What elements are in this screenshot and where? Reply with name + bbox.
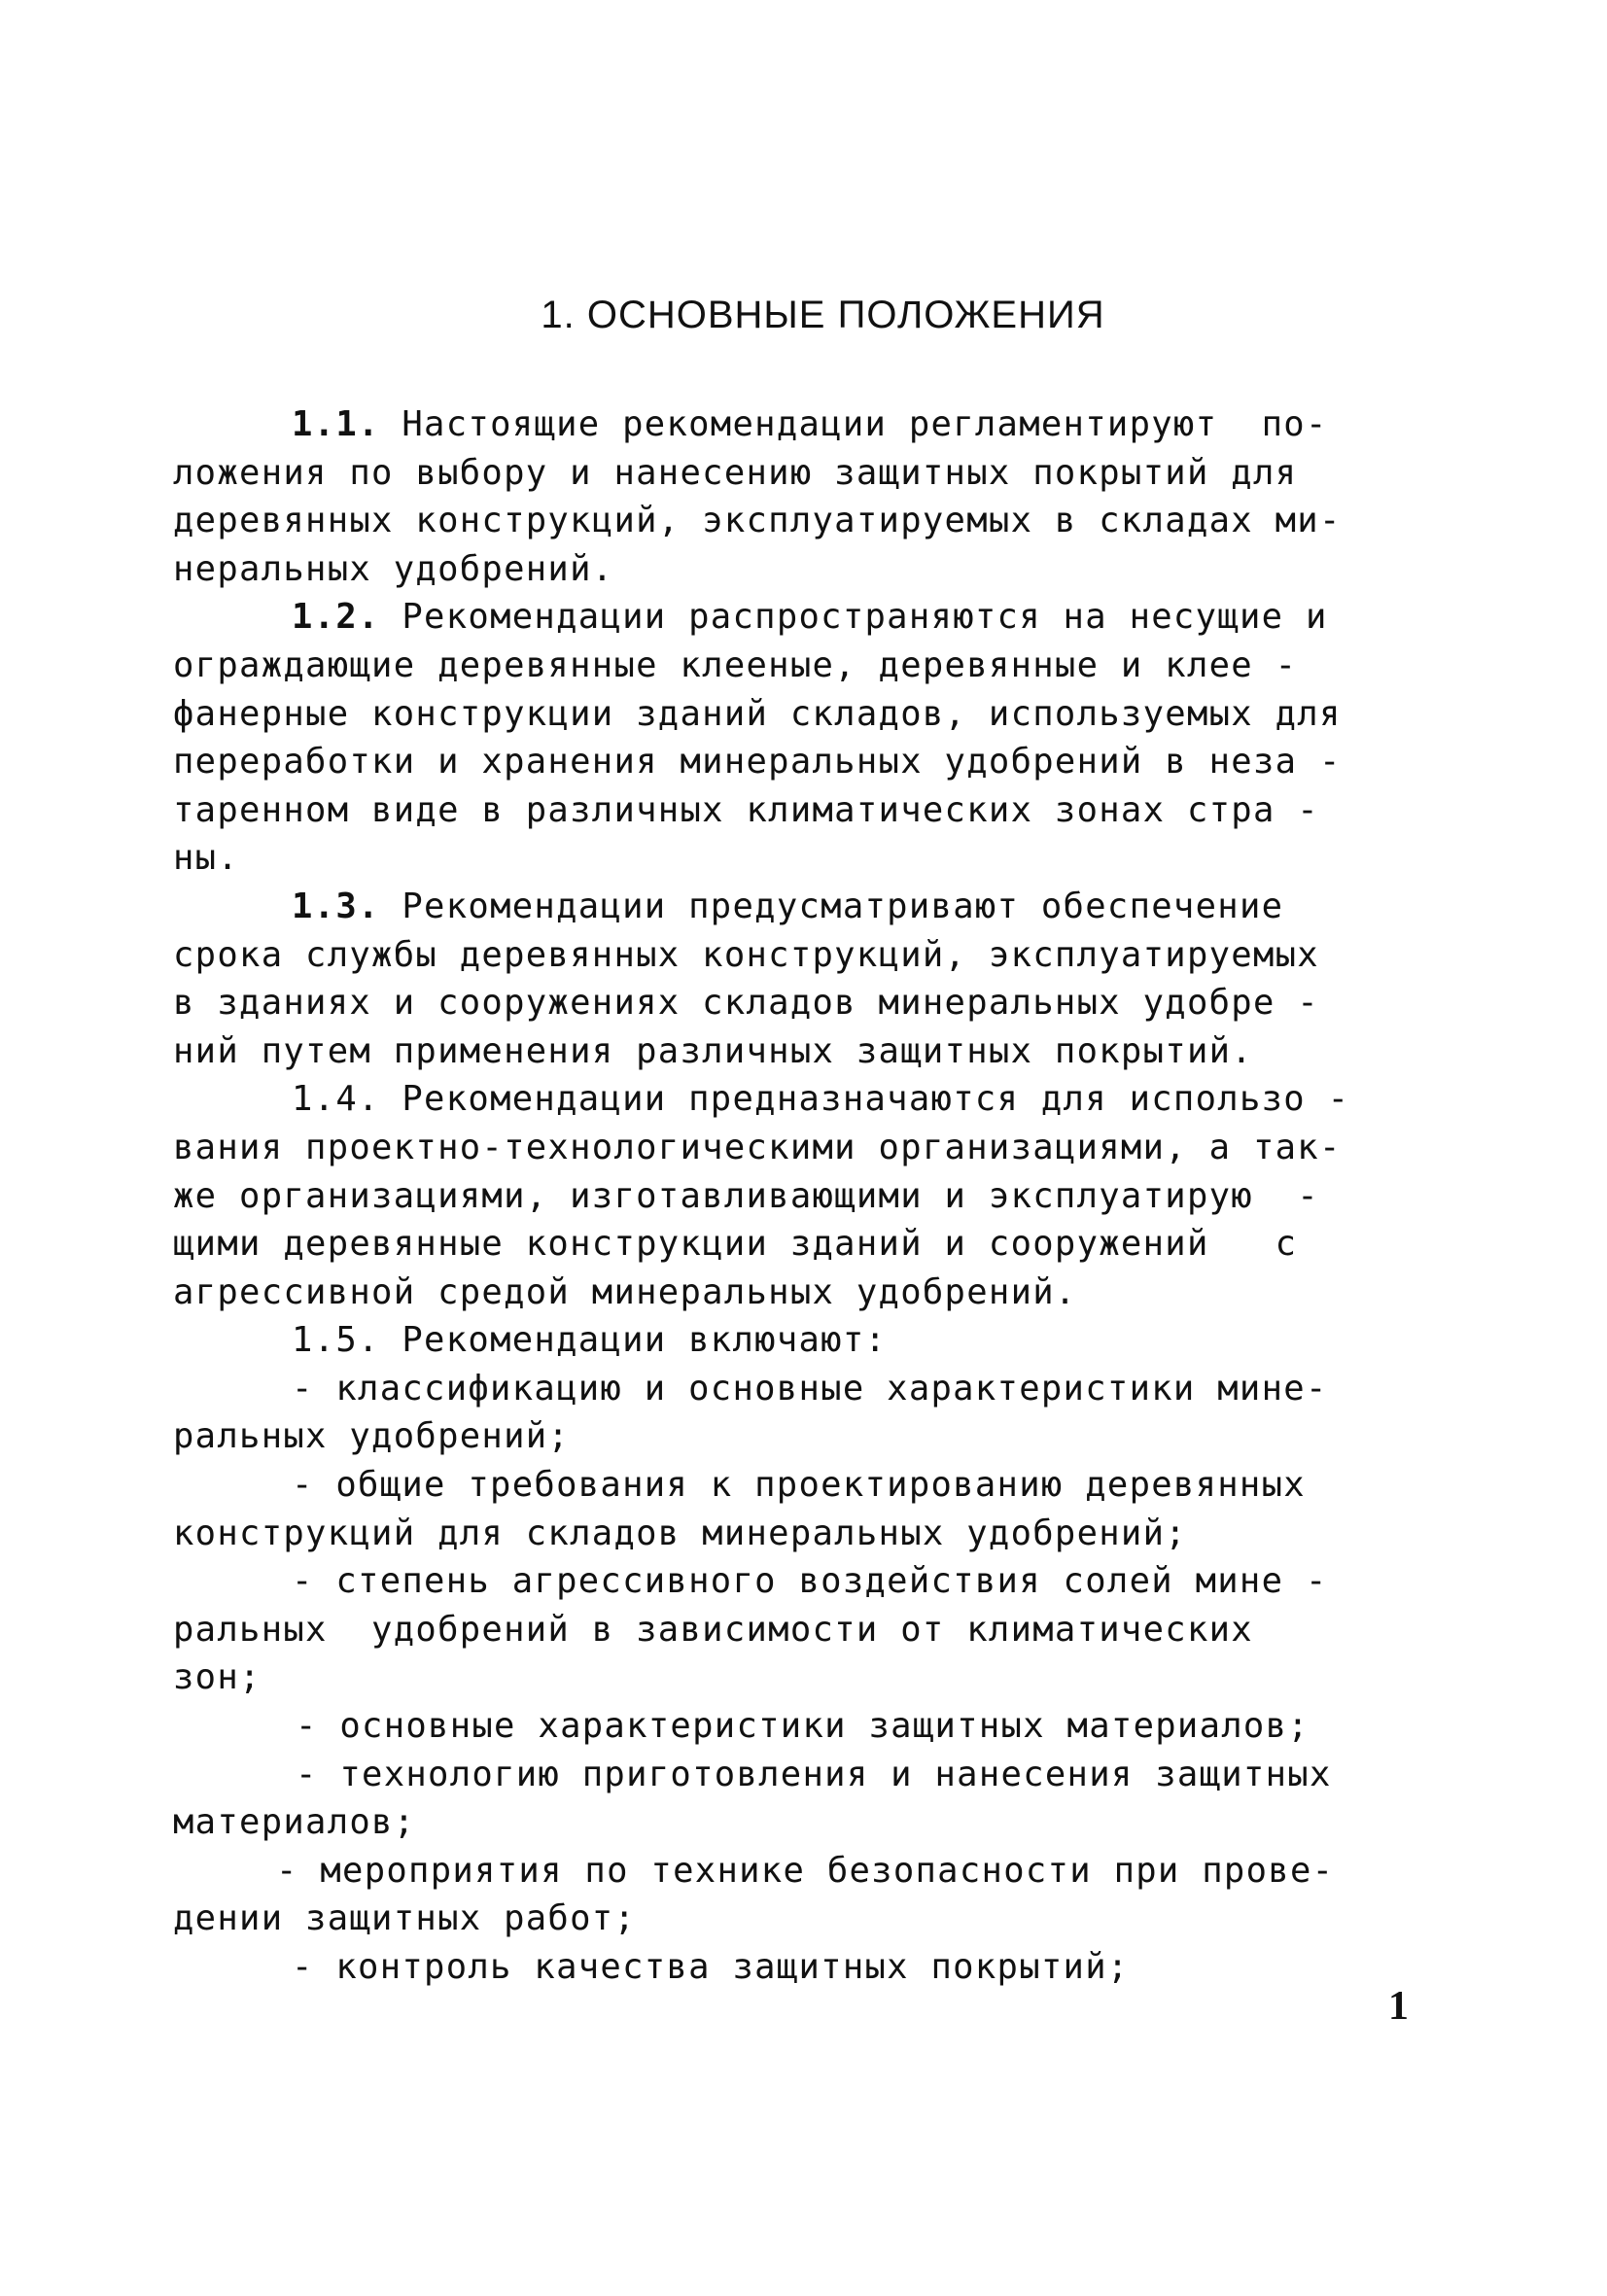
clause-number: 1.3. xyxy=(292,886,380,926)
paragraph-1-3 xyxy=(173,883,1437,1075)
paragraph-line: переработки и хранения минеральных удобрений в неза - xyxy=(173,742,1342,783)
paragraph-line: деревянных конструкций, эксплуатируемых в складах ми- xyxy=(173,501,1342,541)
section-heading: 1. ОСНОВНЫЕ ПОЛОЖЕНИЯ xyxy=(541,294,1105,336)
list-line: - классификацию и основные характеристики мине- xyxy=(292,1368,1328,1409)
paragraph-line: ограждающие деревянные клееные, деревянные и клее - xyxy=(173,644,1298,685)
paragraph-line: фанерные конструкции зданий складов, используемых для xyxy=(173,693,1342,734)
list-line: дении защитных работ; xyxy=(173,1898,637,1939)
list-line: ральных удобрений в зависимости от климатических xyxy=(173,1609,1253,1650)
list-line: - степень агрессивного воздействия солей мине - xyxy=(292,1561,1328,1602)
paragraph-line: вания проектно-технологическими организациями, а так- xyxy=(173,1127,1342,1167)
list-line: - технологию приготовления и нанесения защитных xyxy=(296,1754,1332,1794)
paragraph-line: агрессивной средой минеральных удобрений. xyxy=(173,1271,1077,1312)
list-item xyxy=(173,1557,1437,1702)
paragraph-line: в зданиях и сооружениях складов минеральных удобре - xyxy=(173,983,1319,1024)
list-item xyxy=(173,1751,1437,1847)
paragraph-line: щими деревянные конструкции зданий и сооружений с xyxy=(173,1224,1298,1265)
list-item xyxy=(173,1365,1437,1461)
list-line: конструкций для складов минеральных удобрений; xyxy=(173,1513,1187,1553)
list-item xyxy=(173,1702,1437,1751)
list-line: ральных удобрений; xyxy=(173,1416,571,1457)
list-line: материалов; xyxy=(173,1802,416,1843)
paragraph-1-4 xyxy=(173,1075,1437,1316)
paragraph-line: же организациями, изготавливающими и эксплуатирую - xyxy=(173,1175,1319,1216)
paragraph-line: 1.3. Рекомендации предусматривают обеспечение xyxy=(292,886,1284,926)
paragraph-line: ложения по выбору и нанесению защитных покрытий для xyxy=(173,452,1298,493)
list-line: зон; xyxy=(173,1657,262,1698)
list-line: - основные характеристики защитных материалов; xyxy=(296,1706,1310,1747)
clause-number: 1.4. xyxy=(292,1079,380,1120)
clause-number: 1.1. xyxy=(292,404,380,444)
page-number: 1 xyxy=(1388,1984,1409,2029)
paragraph-line: ний путем применения различных защитных покрытий. xyxy=(173,1030,1253,1071)
paragraph-line: 1.4. Рекомендации предназначаются для использо - xyxy=(292,1079,1350,1120)
paragraph-1-1 xyxy=(173,400,1437,593)
paragraph-1-5 xyxy=(173,1316,1437,1365)
list-line: - общие требования к проектированию деревянных xyxy=(292,1465,1306,1506)
list-item xyxy=(173,1847,1437,1943)
list-item xyxy=(173,1943,1437,1992)
list-line: - контроль качества защитных покрытий; xyxy=(292,1947,1130,1987)
body-text xyxy=(173,400,1437,1992)
paragraph-1-2 xyxy=(173,593,1437,883)
paragraph-line: срока службы деревянных конструкций, эксплуатируемых xyxy=(173,934,1319,975)
paragraph-line: ны. xyxy=(173,838,240,879)
clause-number: 1.2. xyxy=(292,597,380,638)
paragraph-line: таренном виде в различных климатических зонах стра - xyxy=(173,789,1319,830)
paragraph-line: неральных удобрений. xyxy=(173,548,614,589)
list-item xyxy=(173,1461,1437,1557)
paragraph-line: 1.2. Рекомендации распространяются на несущие и xyxy=(292,597,1328,638)
clause-number: 1.5. xyxy=(292,1320,380,1361)
paragraph-line: 1.5. Рекомендации включают: xyxy=(292,1320,888,1361)
list-line: - мероприятия по технике безопасности при прове- xyxy=(276,1850,1335,1891)
paragraph-line: 1.1. Настоящие рекомендации регламентируют по- xyxy=(292,404,1328,444)
